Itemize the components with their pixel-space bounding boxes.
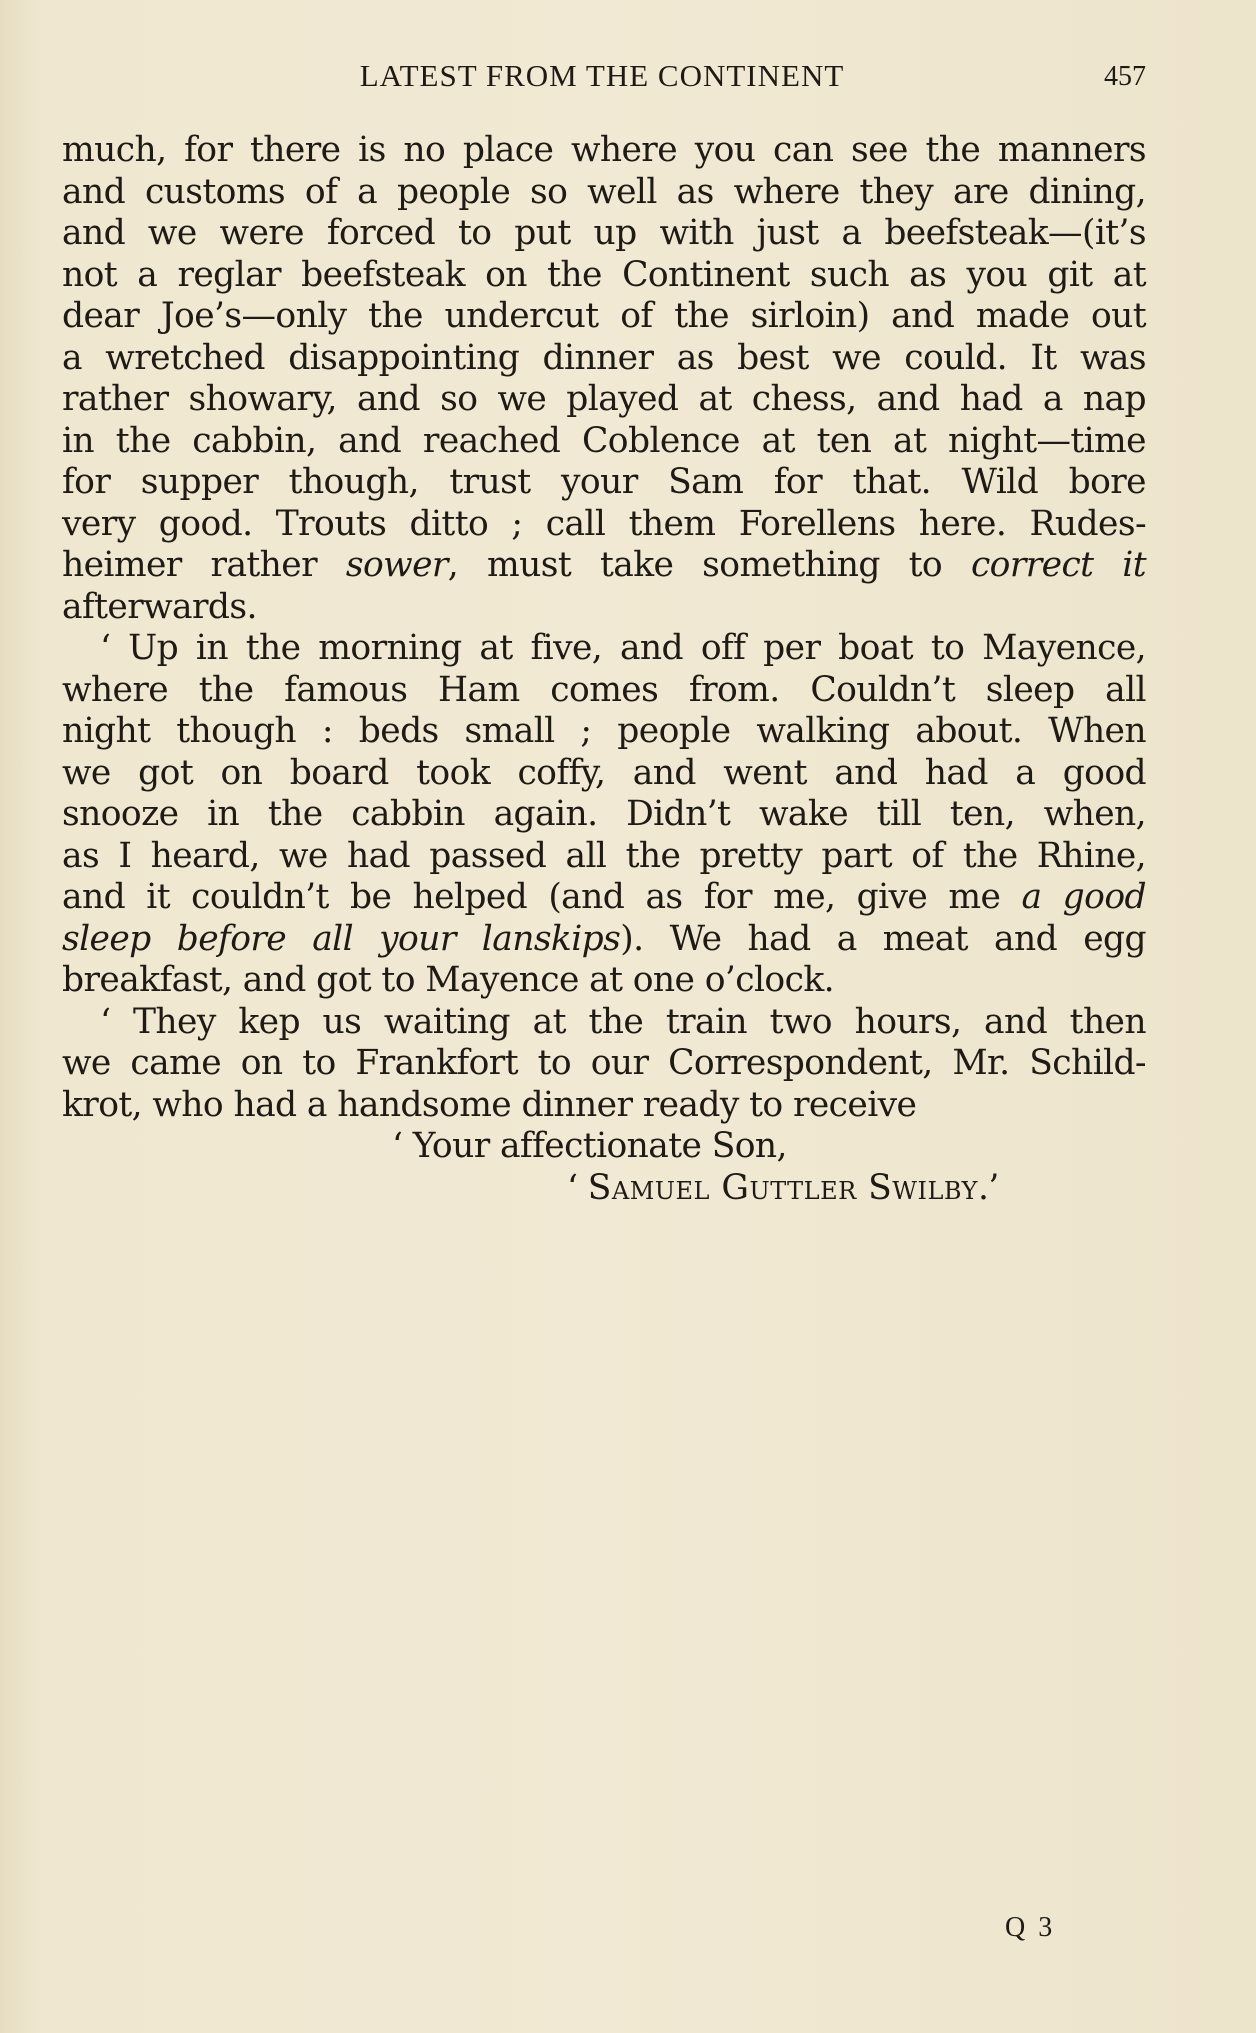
text-line: where the famous Ham comes from. Couldn’t sleep all [62,669,1146,710]
text-line: for supper though, trust your Sam for that. Wild bore [62,462,1146,502]
page-number: 457 [1104,61,1146,92]
text-line: rather showary, and so we played at chess, and had a nap [62,379,1146,419]
text-line: dear Joe’s—only the undercut of the sirloin) and made out [62,296,1146,336]
text-line: sleep before all your lanskips). We had a meat and egg [62,918,1146,959]
signature-name: Samuel Guttler Swilby [587,1167,978,1208]
text-line: breakfast, and got to Mayence at one o’clock. [62,960,834,1000]
text-line: much, for there is no place where you can see the manners [62,130,1146,170]
text-line: not a reglar beefsteak on the Continent such as you git at [62,254,1146,295]
printer-signature-mark: Q 3 [1005,1912,1056,1943]
running-title: LATEST FROM THE CONTINENT [359,58,845,93]
paragraph-start-line: ‘ They kep us waiting at the train two hours, and then [100,1001,1146,1042]
running-head [62,52,1146,100]
italic-text: correct it [970,545,1146,585]
letter-signature: ‘ Samuel Guttler Swilby.’ [567,1167,999,1208]
text-line: we got on board took coffy, and went and had a good [62,752,1146,793]
paragraph-start-line: ‘ Up in the morning at five, and off per boat to Mayence, [100,628,1146,668]
text-line: snooze in the cabbin again. Didn’t wake till ten, when, [62,794,1146,834]
text-line: and we were forced to put up with just a beefsteak—(it’s [62,213,1146,253]
text-line: in the cabbin, and reached Coblence at ten at night—time [62,420,1146,461]
text-line: night though : beds small ; people walking about. When [62,711,1146,751]
text-line: krot, who had a handsome dinner ready to receive [62,1084,917,1125]
text-line: we came on to Frankfort to our Correspondent, Mr. Schild- [62,1043,1146,1083]
italic-text: sleep before all your lanskips [62,918,621,959]
text-line: a wretched disappointing dinner as best we could. It was [62,337,1146,378]
letter-closing: ‘ Your affectionate Son, [392,1126,787,1166]
body-text [62,130,1146,1209]
italic-text: a good [1021,877,1146,917]
text-line: heimer rather sower, must take something to correct it [62,545,1146,585]
text-line: and it couldn’t be helped (and as for me, give me a good [62,877,1146,917]
text-line: very good. Trouts ditto ; call them Forellens here. Rudes- [62,503,1146,544]
text-line: and customs of a people so well as where they are dining, [62,171,1146,212]
text-line: as I heard, we had passed all the pretty part of the Rhine, [62,835,1146,876]
italic-text: sower [345,545,448,585]
text-line: afterwards. [62,586,257,627]
